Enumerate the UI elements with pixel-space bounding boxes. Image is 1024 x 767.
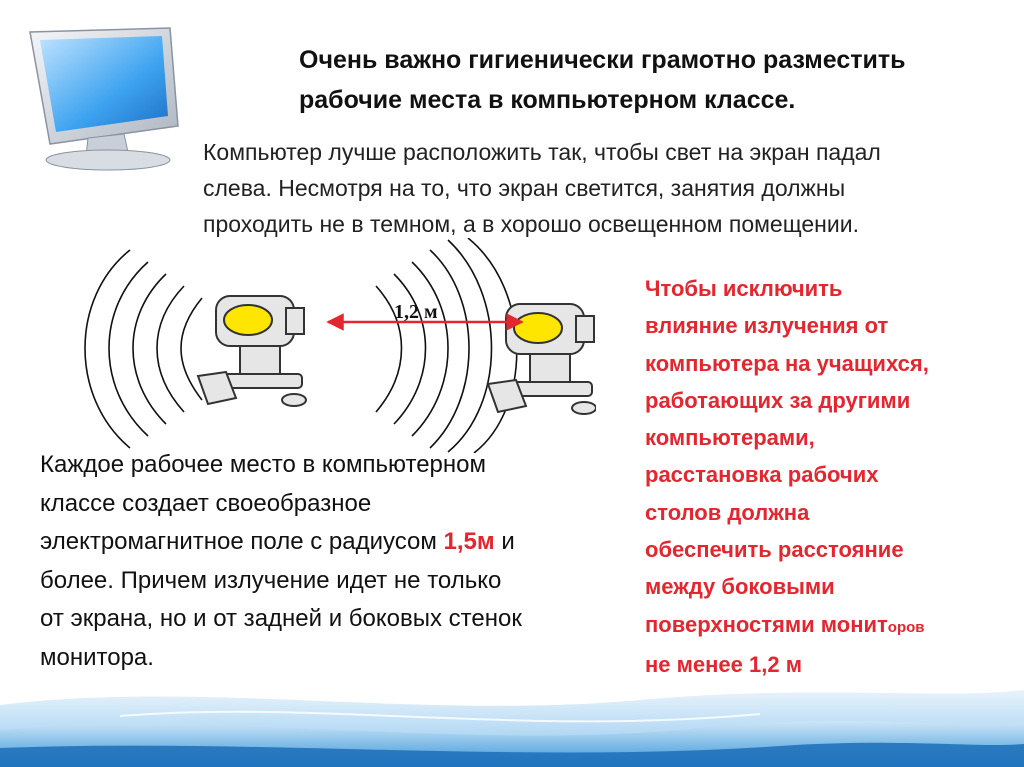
req-line-9: между боковыми bbox=[645, 574, 835, 600]
emf-line-6: монитора. bbox=[40, 643, 154, 671]
radiation-diagram bbox=[76, 238, 596, 453]
computer-left bbox=[198, 296, 306, 406]
title-line-1: Очень важно гигиенически грамотно разместить bbox=[299, 46, 906, 74]
req-line-8: обеспечить расстояние bbox=[645, 537, 904, 563]
emf-line-2: классе создает своеобразное bbox=[40, 489, 372, 517]
distance-label: 1,2 м bbox=[394, 301, 438, 323]
middle-wave-arcs bbox=[376, 250, 469, 448]
req-line-7: столов должна bbox=[645, 499, 810, 525]
req-line-2: влияние излучения от bbox=[645, 313, 889, 339]
req-line-4: работающих за другими bbox=[645, 387, 911, 413]
monitor-icon bbox=[28, 26, 180, 172]
emf-line-1: Каждое рабочее место в компьютерном bbox=[40, 451, 486, 478]
emf-line-3-tail: и bbox=[494, 528, 515, 555]
page-title bbox=[299, 40, 999, 120]
computer-right bbox=[488, 304, 596, 414]
emf-line-3-text: электромагнитное поле с радиусом bbox=[40, 528, 444, 555]
req-line-5: компьютерами, bbox=[645, 425, 815, 451]
left-wave-arcs bbox=[85, 250, 202, 448]
emf-line-3 bbox=[40, 523, 640, 562]
req-line-10 bbox=[645, 606, 1015, 646]
radius-highlight: 1,5м bbox=[443, 528, 495, 555]
title-line-2: рабочие места в компьютерном классе. bbox=[299, 86, 796, 114]
req-line-1: Чтобы исключить bbox=[645, 276, 843, 301]
emf-line-5: от экрана, но и от задней и боковых стенок bbox=[40, 605, 522, 632]
intro-line-3: проходить не в темном, а в хорошо освещенном помещении. bbox=[203, 211, 859, 237]
req-line-10-small: оров bbox=[887, 618, 925, 636]
req-line-11: не менее 1,2 м bbox=[645, 651, 802, 677]
req-line-3: компьютера на учащихся, bbox=[645, 350, 929, 376]
emf-line-4: более. Причем излучение идет не только bbox=[40, 566, 502, 594]
req-line-6: расстановка рабочих bbox=[645, 462, 879, 488]
intro-paragraph bbox=[203, 134, 1003, 242]
intro-line-1: Компьютер лучше расположить так, чтобы свет на экран падал bbox=[203, 139, 881, 165]
spacing-requirement bbox=[645, 270, 1015, 683]
emf-paragraph bbox=[40, 446, 640, 677]
req-line-10-main: поверхностями монит bbox=[645, 611, 888, 637]
intro-line-2: слева. Несмотря на то, что экран светится, занятия должны bbox=[203, 175, 846, 201]
